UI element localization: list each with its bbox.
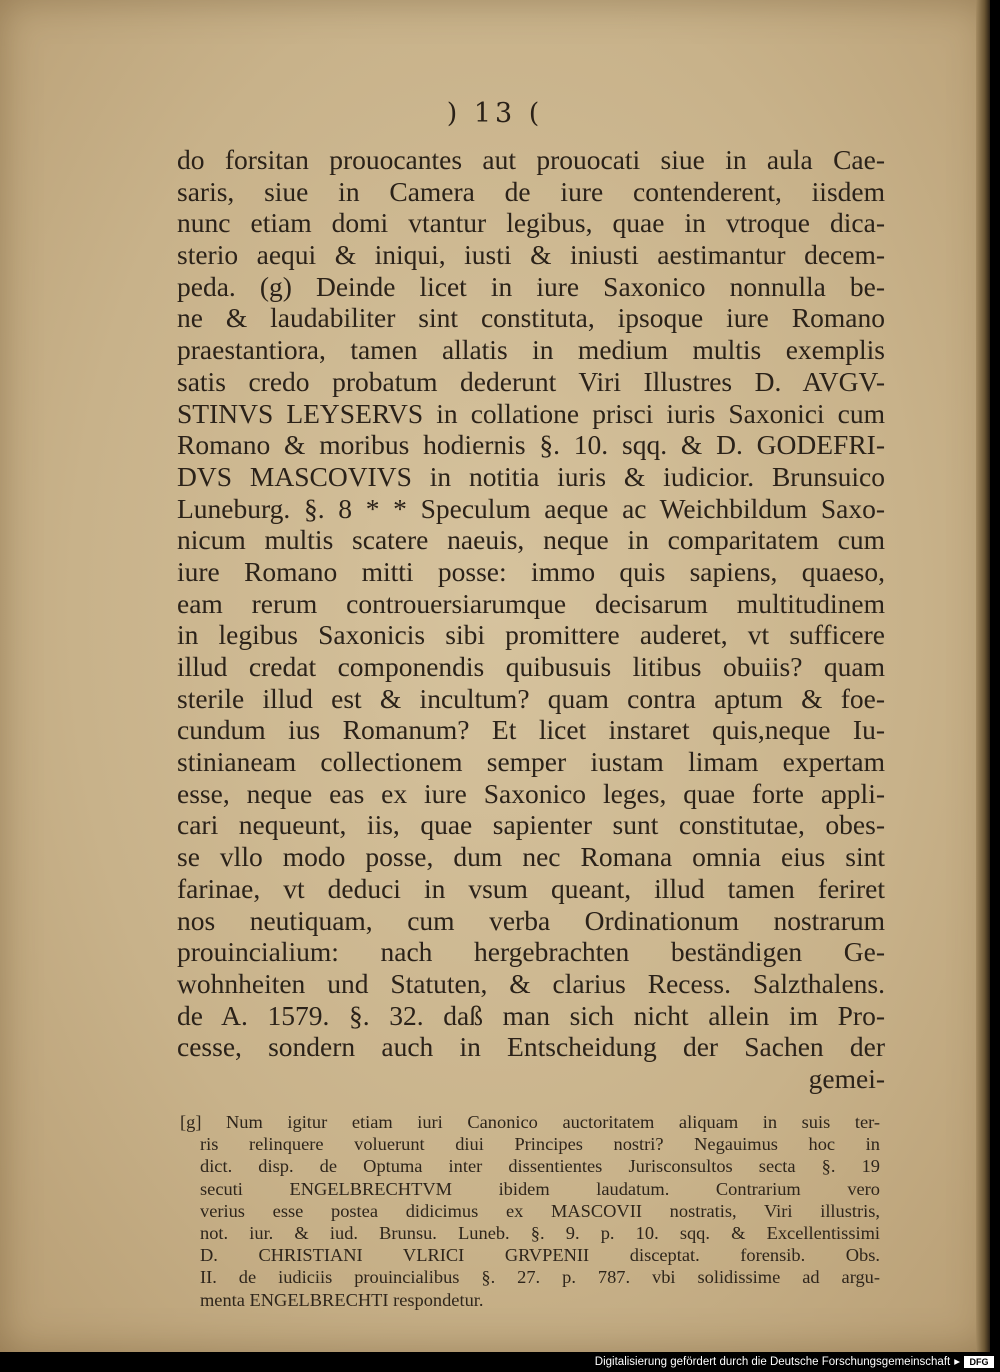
footnote-line: dict. disp. de Optuma inter dissentientes Jurisconsultos secta §. 19 [200,1156,880,1177]
catchword: gemei- [808,1062,885,1094]
text-line: stinianeam collectionem semper iustam limam expertam [177,746,885,778]
text-line: eam rerum controuersiarumque decisarum multitudinem [177,587,885,619]
text-line: sterio aequi & iniqui, iusti & iniusti aestimantur decem- [177,239,885,271]
text-line: de A. 1579. §. 32. daß man sich nicht allein im Pro- [177,999,885,1031]
text-line: nicum multis scatere naeuis, neque in comparitatem cum [177,524,885,556]
funding-credit [595,1354,960,1368]
footnote-line: menta ENGELBRECHTI respondetur. [200,1289,484,1310]
text-line: DVS MASCOVIVS in notitia iuris & iudicior. Brunsuico [177,460,885,492]
text-line: Luneburg. §. 8 * * Speculum aeque ac Weichbildum Saxo- [177,492,885,524]
footnote-line: ris relinquere voluerunt diui Principes nostri? Negauimus hoc in [200,1134,880,1155]
footnote [180,1111,880,1311]
credit-text: Digitalisierung gefördert durch die Deutsche Forschungsgemeinschaft [594,1356,951,1368]
text-line: do forsitan prouocantes aut prouocati siue in aula Cae- [177,144,885,175]
text-line: nunc etiam domi vtantur legibus, quae in vtroque dica- [177,207,885,239]
text-line: STINVS LEYSERVS in collatione prisci iuris Saxonici cum [177,397,885,429]
text-line: sterile illud est & incultum? quam contra aptum & foe- [177,682,885,714]
text-line: Romano & moribus hodiernis §. 10. sqq. & D. GODEFRI- [177,429,885,461]
text-line: farinae, vt deduci in vsum queant, illud tamen feriret [177,872,885,904]
text-line: illud credat componendis quibusuis litibus obuiis? quam [177,651,885,682]
dfg-logo: DFG [964,1356,994,1368]
text-line: satis credo probatum dederunt Viri Illustres D. AVGV- [177,365,885,397]
footnote-line: not. iur. & iud. Brunsu. Luneb. §. 9. p. 10. sqq. & Excellentissimi [200,1222,880,1243]
text-line: in legibus Saxonicis sibi promittere auderet, vt sufficere [177,619,885,651]
text-line: ne & laudabiliter sint constituta, ipsoque iure Romano [177,302,885,334]
text-line: cesse, sondern auch in Entscheidung der Sachen der [177,1031,885,1063]
footnote-line: II. de iudiciis prouincialibus §. 27. p. 787. vbi solidissime ad argu- [200,1267,880,1288]
footnote-line: secuti ENGELBRECHTVM ibidem laudatum. Contrarium vero [200,1178,880,1199]
main-text [177,144,885,1095]
text-line: praestantiora, tamen allatis in medium multis exemplis [177,334,885,366]
text-line: nos neutiquam, cum verba Ordinationum nostrarum [177,904,885,936]
text-line: cundum ius Romanum? Et licet instaret quis,neque Iu- [177,714,885,746]
text-line: prouincialium: nach hergebrachten beständigen Ge- [177,936,885,968]
footnote-line: [g] Num igitur etiam iuri Canonico auctoritatem aliquam in suis ter- [180,1112,880,1132]
page-edge [976,0,990,1352]
footnote-line: D. CHRISTIANI VLRICI GRVPENII disceptat. forensib. Obs. [200,1245,880,1266]
footnote-line: verius esse postea didicimus ex MASCOVII nostratis, Viri illustris, [200,1200,880,1221]
text-line: wohnheiten und Statuten, & clarius Recess. Salzthalens. [177,967,885,999]
text-line: esse, neque eas ex iure Saxonico leges, quae forte appli- [177,777,885,809]
text-line: saris, siue in Camera de iure contenderent, iisdem [177,175,885,207]
arrow-icon: ▸ [954,1356,960,1368]
text-line: peda. (g) Deinde licet in iure Saxonico nonnulla be- [177,270,885,302]
text-line: se vllo modo posse, dum nec Romana omnia eius sint [177,841,885,873]
text-line: cari nequeunt, iis, quae sapienter sunt constitutae, obes- [177,809,885,841]
page-header: ) 13 ( [446,98,544,129]
text-line: iure Romano mitti posse: immo quis sapiens, quaeso, [177,555,885,587]
